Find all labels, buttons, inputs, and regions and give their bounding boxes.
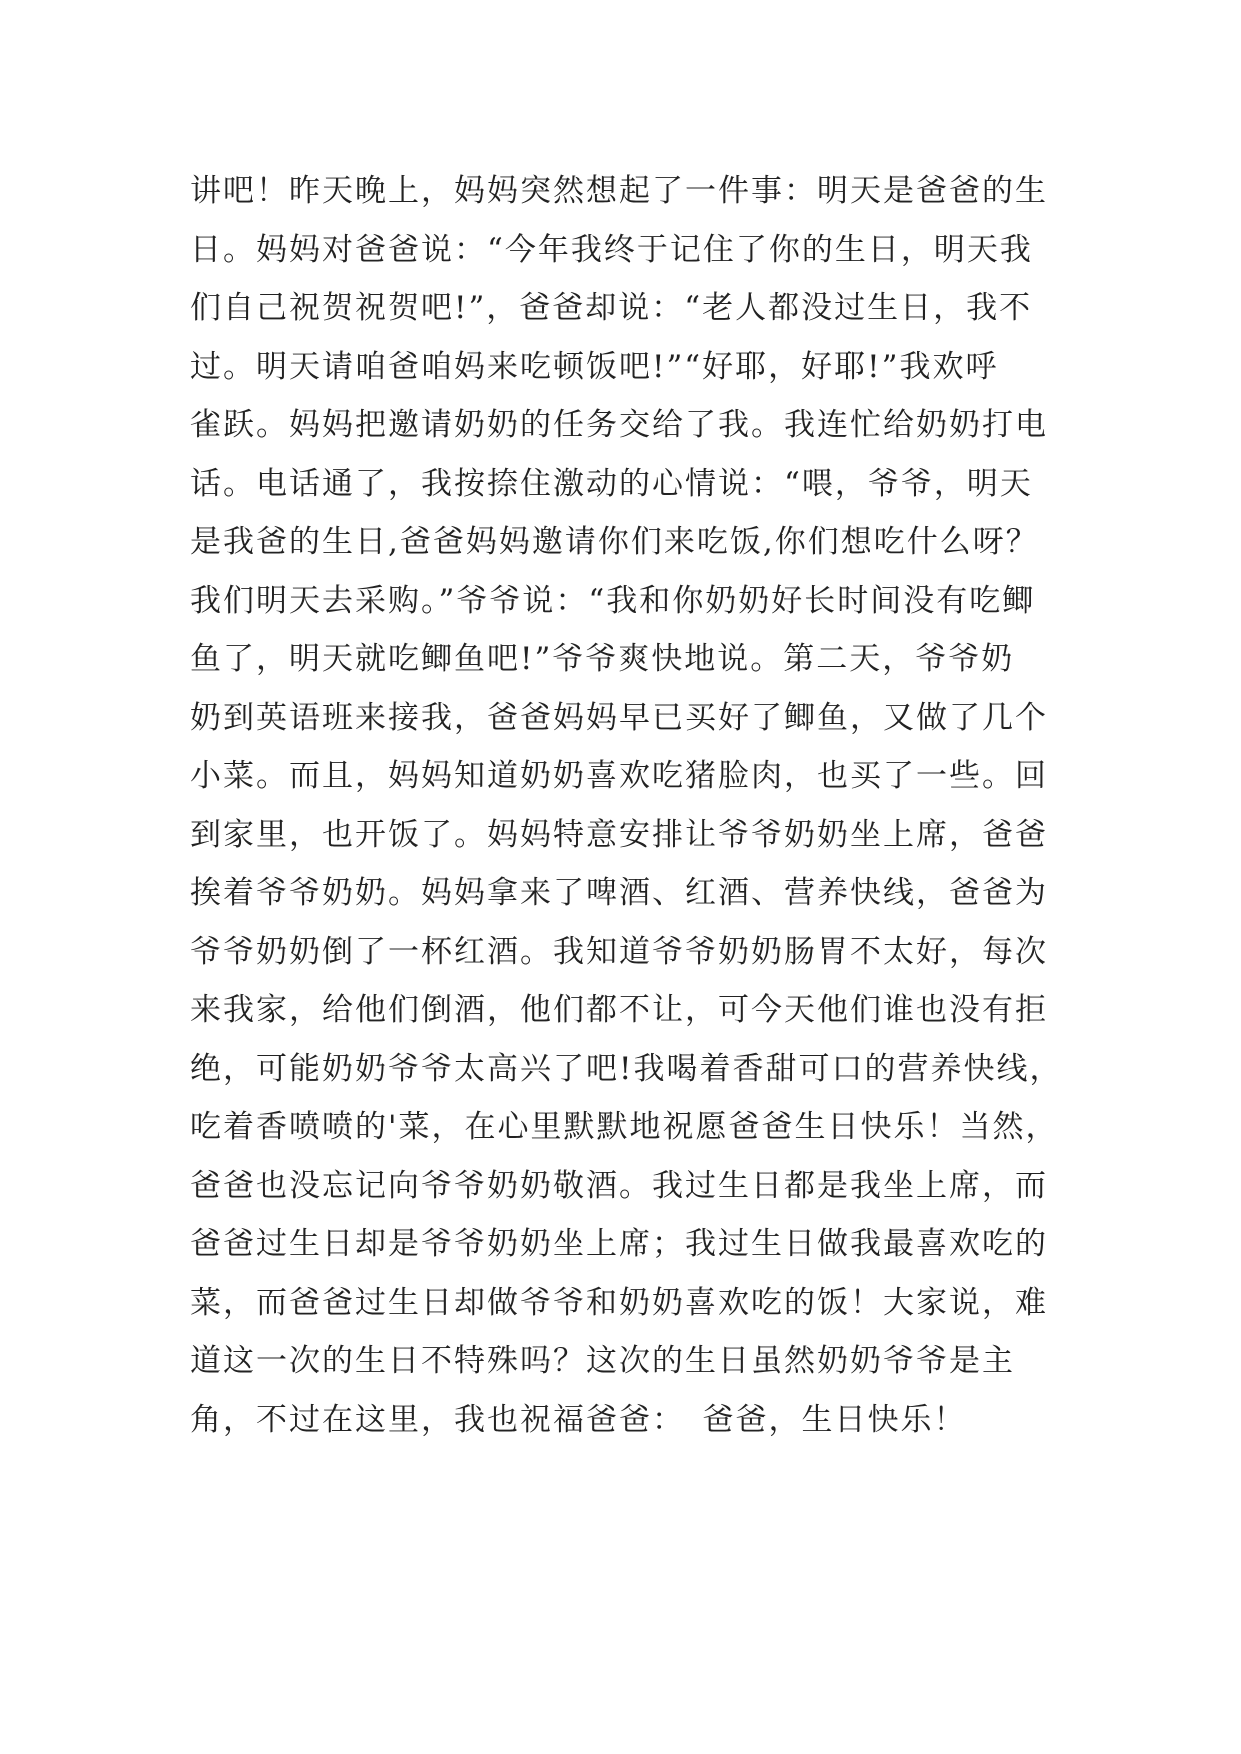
text-line: 爸爸过生日却是爷爷奶奶坐上席；我过生日做我最喜欢吃的 — [190, 1226, 1048, 1262]
text-line: 挨着爷爷奶奶。妈妈拿来了啤酒、红酒、营养快线，爸爸为 — [190, 875, 1048, 911]
body-text — [190, 162, 1070, 1449]
text-line: 讲吧！昨天晚上，妈妈突然想起了一件事：明天是爸爸的生 — [190, 173, 1048, 209]
text-line: 过。明天请咱爸咱妈来吃顿饭吧!”“好耶，好耶!”我欢呼 — [190, 348, 999, 385]
text-line: 爸爸也没忘记向爷爷奶奶敬酒。我过生日都是我坐上席，而 — [190, 1167, 1048, 1204]
text-line: 来我家，给他们倒酒，他们都不让，可今天他们谁也没有拒 — [190, 992, 1048, 1028]
text-line: 到家里，也开饭了。妈妈特意安排让爷爷奶奶坐上席，爸爸 — [190, 816, 1048, 853]
text-line: 绝，可能奶奶爷爷太高兴了吧!我喝着香甜可口的营养快线， — [190, 1050, 1063, 1087]
text-line: 鱼了，明天就吃鲫鱼吧!”爷爷爽快地说。第二天，爷爷奶 — [190, 641, 1015, 677]
text-line: 吃着香喷喷的'菜，在心里默默地祝愿爸爸生日快乐！当然， — [190, 1109, 1059, 1145]
text-line: 小菜。而且，妈妈知道奶奶喜欢吃猪脸肉，也买了一些。回 — [190, 758, 1048, 794]
text-line: 道这一次的生日不特殊吗？这次的生日虽然奶奶爷爷是主 — [190, 1343, 1015, 1379]
text-line: 是我爸的生日,爸爸妈妈邀请你们来吃饭,你们想吃什么呀？ — [190, 524, 1039, 560]
text-line: 们自己祝贺祝贺吧!”，爸爸却说：“老人都没过生日，我不 — [190, 290, 1033, 326]
text-line: 日。妈妈对爸爸说：“今年我终于记住了你的生日，明天我 — [190, 231, 1033, 268]
text-line: 话。电话通了，我按捺住激动的心情说：“喂，爷爷，明天 — [190, 465, 1033, 502]
text-line: 爷爷奶奶倒了一杯红酒。我知道爷爷奶奶肠胃不太好，每次 — [190, 933, 1048, 970]
text-line: 奶到英语班来接我，爸爸妈妈早已买好了鲫鱼，又做了几个 — [190, 699, 1048, 736]
text-line: 雀跃。妈妈把邀请奶奶的任务交给了我。我连忙给奶奶打电 — [190, 407, 1048, 443]
text-line: 我们明天去采购。”爷爷说：“我和你奶奶好长时间没有吃鲫 — [190, 582, 1036, 619]
text-line: 角，不过在这里，我也祝福爸爸： 爸爸，生日快乐！ — [190, 1401, 967, 1438]
text-line: 菜，而爸爸过生日却做爷爷和奶奶喜欢吃的饭！大家说，难 — [190, 1284, 1048, 1321]
